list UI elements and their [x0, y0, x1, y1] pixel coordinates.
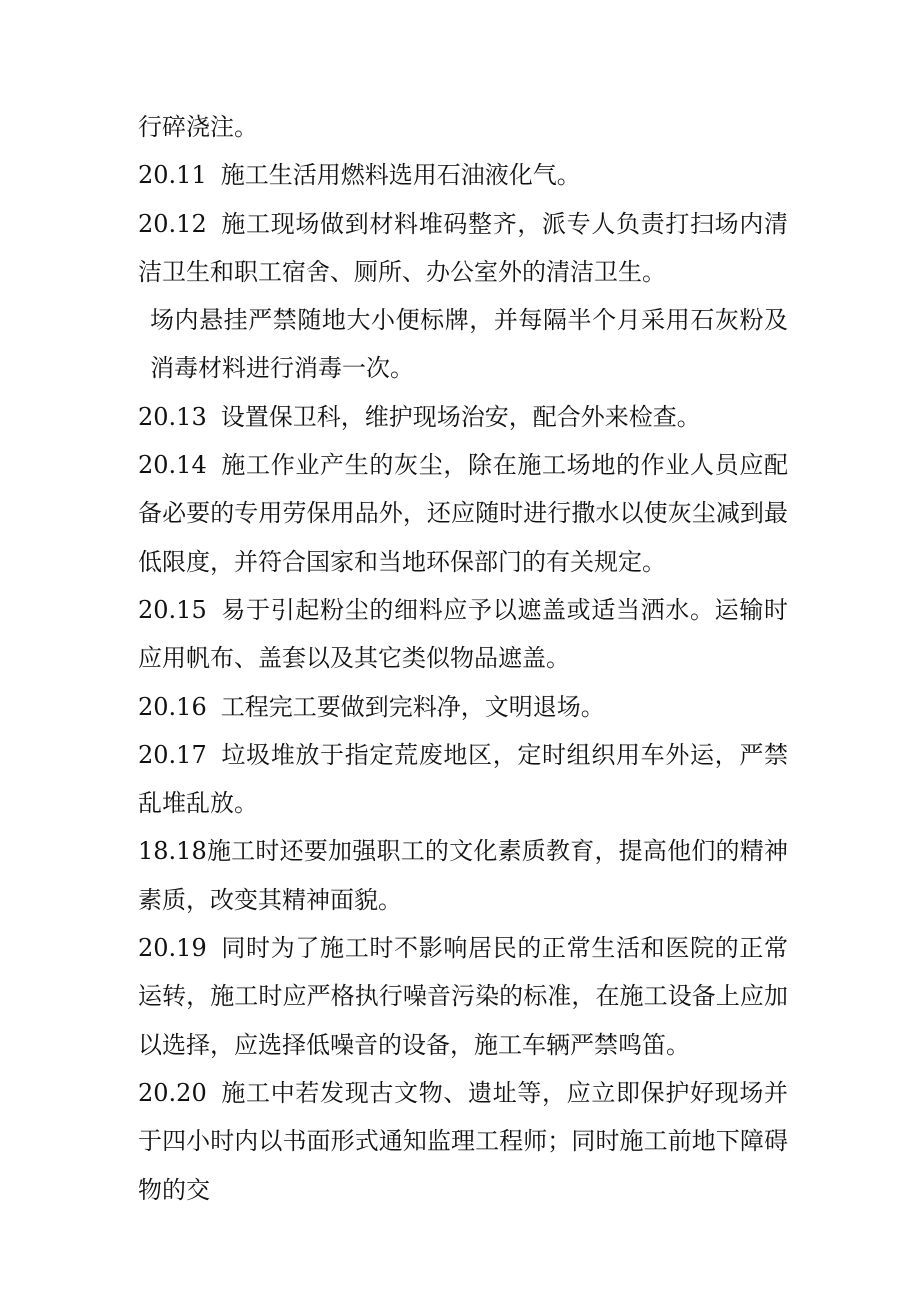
paragraph-number: 20.11 — [138, 161, 207, 190]
paragraph-text: 设置保卫科，维护现场治安，配合外来检查。 — [220, 402, 701, 431]
paragraph-text: 同时为了施工时不影响居民的正常生活和医院的正常运转，施工时应严格执行噪音污染的标准，在施工设备上应加以选择，应选择低噪音的设备，施工车辆严禁鸣笛。 — [138, 934, 788, 1059]
paragraph-20-13 — [138, 393, 788, 441]
paragraph-number: 20.16 — [138, 692, 207, 721]
paragraph-text: 易于引起粉尘的细料应予以遮盖或适当洒水。运输时应用帆布、盖套以及其它类似物品遮盖。 — [138, 595, 788, 673]
paragraph-text: 工程完工要做到完料净，文明退场。 — [220, 692, 605, 721]
paragraph-20-14 — [138, 441, 788, 586]
paragraph-continuation — [138, 103, 788, 151]
paragraph-text: 行碎浇注。 — [138, 113, 258, 141]
paragraph-number: 20.13 — [138, 402, 207, 431]
paragraph-20-17 — [138, 731, 788, 828]
paragraph-number: 20.19 — [138, 934, 207, 963]
paragraph-text: 施工时还要加强职工的文化素质教育，提高他们的精神素质，改变其精神面貌。 — [138, 837, 788, 914]
paragraph-number: 20.15 — [138, 595, 207, 624]
paragraph-20-16 — [138, 683, 788, 731]
paragraph-text: 施工作业产生的灰尘，除在施工场地的作业人员应配备必要的专用劳保用品外，还应随时进行撒水以使灰尘减到最低限度，并符合国家和当地环保部门的有关规定。 — [138, 451, 788, 576]
paragraph-20-12-continued — [138, 296, 788, 393]
paragraph-number: 20.20 — [138, 1078, 207, 1107]
paragraph-20-11 — [138, 151, 788, 199]
paragraph-text: 场内悬挂严禁随地大小便标牌，并每隔半个月采用石灰粉及消毒材料进行消毒一次。 — [150, 306, 788, 383]
paragraph-20-15 — [138, 586, 788, 683]
paragraph-text: 施工现场做到材料堆码整齐，派专人负责打扫场内清洁卫生和职工宿舍、厕所、办公室外的清洁卫生。 — [138, 209, 788, 286]
paragraph-20-19 — [138, 924, 788, 1069]
paragraph-text: 施工中若发现古文物、遗址等，应立即保护好现场并于四小时内以书面形式通知监理工程师；同时施工前地下障碍物的交 — [138, 1078, 788, 1204]
paragraph-text: 施工生活用燃料选用石油液化气。 — [220, 161, 581, 190]
paragraph-text: 垃圾堆放于指定荒废地区，定时组织用车外运，严禁乱堆乱放。 — [138, 740, 788, 818]
paragraph-number: 18.18 — [138, 837, 207, 866]
paragraph-20-12 — [138, 200, 788, 297]
paragraph-18-18 — [138, 827, 788, 924]
paragraph-20-20 — [138, 1069, 788, 1214]
paragraph-number: 20.14 — [138, 451, 207, 480]
paragraph-number: 20.17 — [138, 740, 207, 769]
body-text — [138, 103, 788, 1214]
paragraph-number: 20.12 — [138, 209, 207, 238]
